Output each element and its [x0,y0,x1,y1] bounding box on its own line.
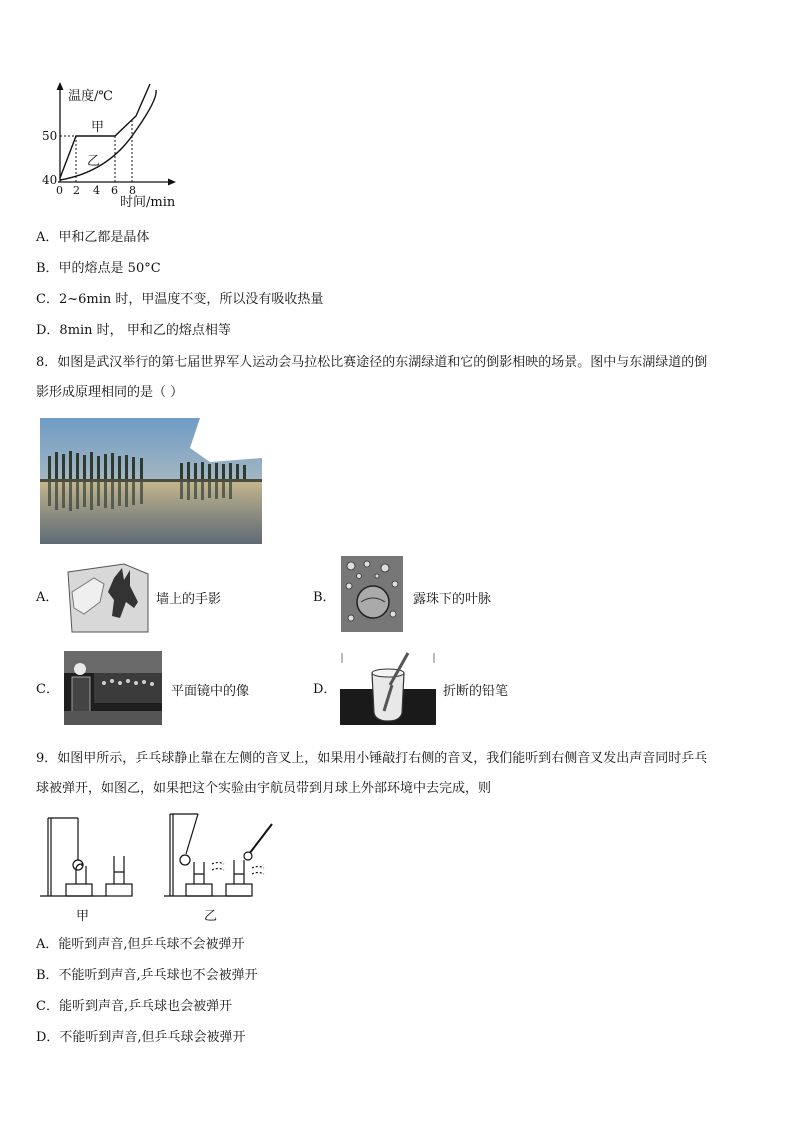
q8-option-a-letter: A． [36,590,59,605]
q8-option-c-letter: C． [36,682,59,697]
q8-option-a-caption: 墙上的手影 [156,592,222,607]
x-tick-2: 2 [73,184,80,197]
q7-option-b: B．甲的熔点是 50°C [36,261,161,276]
q7-option-a: A．甲和乙都是晶体 [36,230,150,245]
x-axis-label: 时间/min [120,195,176,210]
y-axis-arrow [57,82,64,90]
x-axis-arrow [168,179,176,186]
figure-yi-label: 乙 [204,909,218,924]
plane-mirror-image [64,651,162,725]
temperature-time-graph [36,78,186,213]
q9-option-b: B．不能听到声音,乒乓球也不会被弹开 [36,968,258,983]
figure-jia-label: 甲 [76,909,90,924]
q8-option-d-letter: D． [313,682,337,697]
q9-stem-line1: 9．如图甲所示，乒乓球静止靠在左侧的音叉上，如果用小锤敲打右侧的音叉，我们能听到右侧音叉发出声音同时乒乓 [36,751,708,766]
bent-pencil-image [340,651,436,725]
q8-option-b-caption: 露珠下的叶脉 [413,592,492,607]
q8-stem-line1: 8．如图是武汉举行的第七届世界军人运动会马拉松比赛途径的东湖绿道和它的倒影相映的场景。图中与东湖绿道的倒 [36,355,708,370]
hand-shadow-image [64,562,150,634]
x-tick-4: 4 [93,184,100,197]
q9-stem-line2: 球被弹开，如图乙，如果把这个实验由宇航员带到月球上外部环境中去完成，则 [36,781,492,796]
x-tick-8: 8 [129,184,136,197]
y-tick-40: 40 [42,173,58,187]
tuning-fork-apparatus [36,810,286,930]
q8-option-b-letter: B． [313,590,336,605]
x-tick-6: 6 [111,184,118,197]
q7-option-d: D．8min 时， 甲和乙的熔点相等 [36,323,231,338]
q8-option-d-caption: 折断的铅笔 [443,684,509,699]
q8-stem-line2: 影形成原理相同的是（ ） [36,385,184,400]
figure-yi [164,814,272,896]
label-yi: 乙 [87,154,101,169]
q7-option-c: C．2~6min 时，甲温度不变，所以没有吸收热量 [36,292,324,307]
label-jia: 甲 [91,120,105,135]
lake-reflection-photo [40,418,262,544]
q9-option-d: D．不能听到声音,但乒乓球会被弹开 [36,1030,246,1045]
q8-option-c-caption: 平面镜中的像 [171,684,250,699]
q9-option-a: A．能听到声音,但乒乓球不会被弹开 [36,937,245,952]
q9-option-c: C．能听到声音,乒乓球也会被弹开 [36,999,233,1014]
y-axis-label: 温度/℃ [68,89,113,104]
dewdrop-leaf-image [341,556,403,632]
y-tick-50: 50 [42,129,58,143]
x-tick-0: 0 [56,184,63,197]
figure-jia [40,818,132,896]
